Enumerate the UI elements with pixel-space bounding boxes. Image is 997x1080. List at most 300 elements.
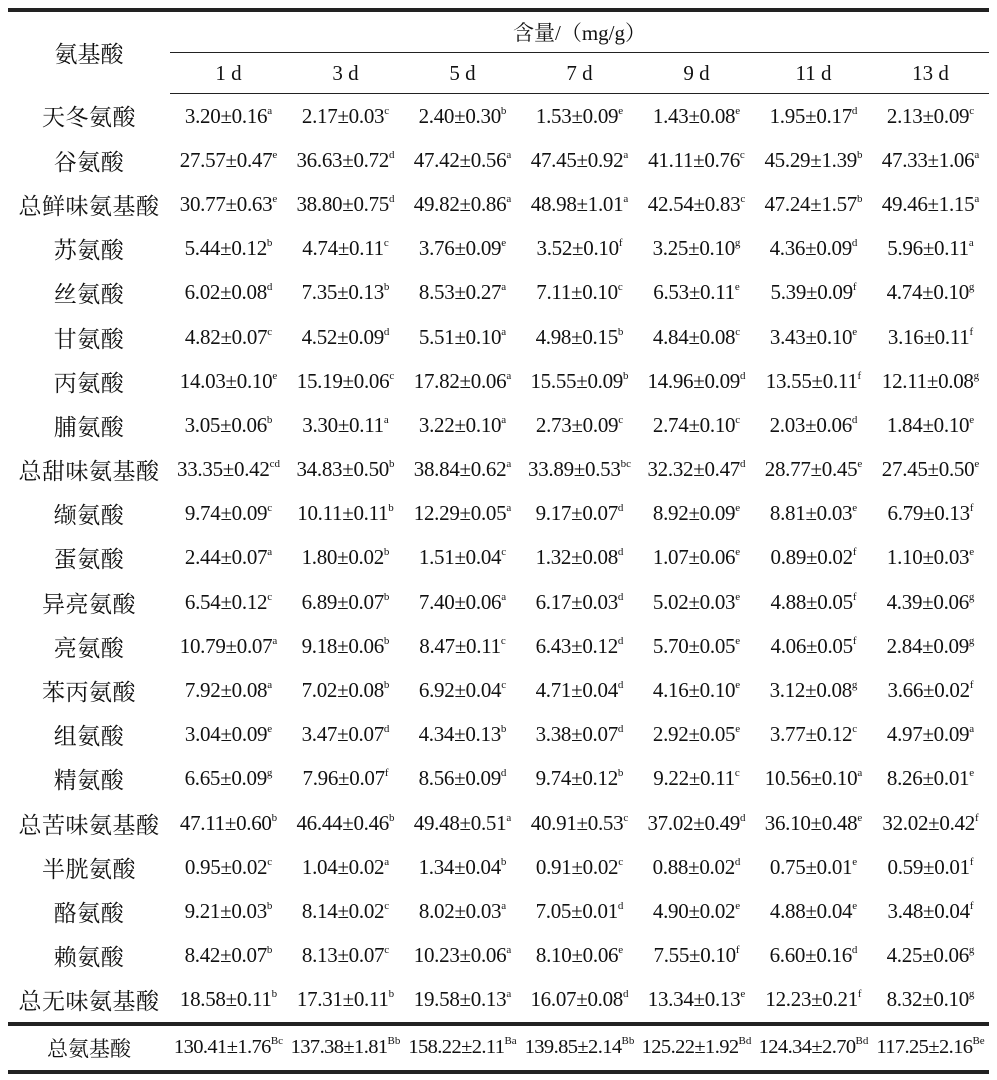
value-cell <box>287 757 404 801</box>
mean-sd-value: 38.84±0.62 <box>413 457 507 482</box>
significance-letter: a <box>968 237 974 250</box>
table-row <box>8 448 989 492</box>
value-cell <box>287 624 404 668</box>
significance-letter: Ba <box>504 1035 517 1048</box>
significance-letter: a <box>623 192 629 205</box>
significance-letter: c <box>267 502 273 515</box>
value-cell <box>872 801 989 845</box>
mean-sd-value: 6.54±0.12 <box>184 589 268 614</box>
table-row <box>8 713 989 757</box>
significance-letter: a <box>506 369 512 382</box>
table-row <box>8 182 989 226</box>
significance-letter: a <box>857 767 863 780</box>
mean-sd-value: 0.75±0.01 <box>769 854 853 879</box>
mean-sd-value: 13.55±0.11 <box>765 368 858 393</box>
value-cell <box>755 536 872 580</box>
amino-acid-name: 总甜味氨基酸 <box>18 459 160 485</box>
value-cell <box>638 580 755 624</box>
mean-sd-value: 137.38±1.81 <box>290 1036 388 1059</box>
significance-letter: d <box>617 899 624 912</box>
value-cell <box>872 536 989 580</box>
table-row <box>8 359 989 403</box>
value-cell <box>170 978 287 1024</box>
mean-sd-value: 47.45±0.92 <box>530 147 624 172</box>
mean-sd-value: 6.43±0.12 <box>535 633 618 658</box>
mean-sd-value: 1.04±0.02 <box>301 854 385 879</box>
mean-sd-value: 1.53±0.09 <box>535 103 619 128</box>
value-cell <box>287 1024 404 1072</box>
significance-letter: c <box>501 679 507 692</box>
value-cell <box>872 403 989 447</box>
day-header: 13 d <box>872 53 989 94</box>
mean-sd-value: 6.17±0.03 <box>535 589 618 614</box>
value-cell <box>404 624 521 668</box>
day-header: 7 d <box>521 53 638 94</box>
value-cell <box>170 757 287 801</box>
mean-sd-value: 4.39±0.06 <box>886 589 969 614</box>
day-header: 1 d <box>170 53 287 94</box>
value-cell <box>287 580 404 624</box>
mean-sd-value: 0.91±0.02 <box>535 854 619 879</box>
significance-letter: e <box>272 369 278 382</box>
significance-letter: f <box>969 502 974 515</box>
mean-sd-value: 7.92±0.08 <box>184 678 268 703</box>
value-cell <box>287 271 404 315</box>
value-cell <box>287 492 404 536</box>
value-cell <box>287 934 404 978</box>
significance-letter: c <box>384 104 390 117</box>
significance-letter: g <box>968 944 975 957</box>
mean-sd-value: 47.42±0.56 <box>413 147 507 172</box>
mean-sd-value: 6.89±0.07 <box>301 589 384 614</box>
value-cell <box>287 403 404 447</box>
table-row <box>8 492 989 536</box>
significance-letter: f <box>852 281 857 294</box>
significance-letter: a <box>623 148 629 161</box>
significance-letter: b <box>500 104 507 117</box>
significance-letter: c <box>618 413 624 426</box>
value-cell <box>170 934 287 978</box>
mean-sd-value: 125.22±1.92 <box>641 1036 739 1059</box>
table-row <box>8 536 989 580</box>
value-cell <box>872 492 989 536</box>
table-row <box>8 580 989 624</box>
value-cell <box>638 227 755 271</box>
amino-acid-column-header: 氨基酸 <box>8 10 170 94</box>
mean-sd-value: 3.52±0.10 <box>536 236 619 261</box>
value-cell <box>872 271 989 315</box>
significance-letter: d <box>851 944 858 957</box>
mean-sd-value: 130.41±1.76 <box>173 1036 271 1059</box>
mean-sd-value: 4.84±0.08 <box>652 324 736 349</box>
mean-sd-value: 9.17±0.07 <box>535 501 618 526</box>
mean-sd-value: 10.11±0.11 <box>297 501 389 526</box>
significance-letter: d <box>617 679 624 692</box>
significance-letter: c <box>623 811 629 824</box>
significance-letter: b <box>383 679 390 692</box>
mean-sd-value: 3.43±0.10 <box>769 324 853 349</box>
significance-letter: a <box>506 148 512 161</box>
significance-letter: a <box>267 104 273 117</box>
mean-sd-value: 10.79±0.07 <box>179 633 273 658</box>
significance-letter: Bb <box>621 1035 635 1048</box>
amino-acid-name: 丝氨酸 <box>53 282 125 308</box>
mean-sd-value: 0.89±0.02 <box>770 545 853 570</box>
significance-letter: d <box>851 104 858 117</box>
value-cell <box>170 359 287 403</box>
significance-letter: Bd <box>855 1035 869 1048</box>
significance-letter: f <box>384 767 389 780</box>
significance-letter: a <box>272 634 278 647</box>
mean-sd-value: 8.10±0.06 <box>535 943 619 968</box>
value-cell <box>404 889 521 933</box>
mean-sd-value: 4.90±0.02 <box>652 898 736 923</box>
significance-letter: d <box>623 988 629 1001</box>
value-cell <box>521 580 638 624</box>
mean-sd-value: 6.02±0.08 <box>184 280 267 305</box>
amino-acid-name: 天冬氨酸 <box>42 105 136 131</box>
amino-acid-name: 苯丙氨酸 <box>42 680 136 706</box>
value-cell <box>638 536 755 580</box>
value-cell <box>287 94 404 139</box>
significance-letter: b <box>266 413 273 426</box>
day-header: 5 d <box>404 53 521 94</box>
mean-sd-value: 17.82±0.06 <box>413 368 507 393</box>
significance-letter: b <box>389 811 395 824</box>
significance-letter: e <box>272 192 278 205</box>
mean-sd-value: 13.34±0.13 <box>647 987 741 1012</box>
value-cell <box>638 492 755 536</box>
significance-letter: g <box>968 634 975 647</box>
significance-letter: b <box>617 767 624 780</box>
value-cell <box>521 668 638 712</box>
mean-sd-value: 4.88±0.04 <box>769 898 853 923</box>
significance-letter: d <box>266 281 273 294</box>
mean-sd-value: 6.92±0.04 <box>418 678 502 703</box>
mean-sd-value: 158.22±2.11 <box>408 1036 505 1059</box>
value-cell <box>287 845 404 889</box>
mean-sd-value: 38.80±0.75 <box>296 191 390 216</box>
significance-letter: Bb <box>387 1035 401 1048</box>
significance-letter: a <box>974 148 980 161</box>
value-cell <box>521 1024 638 1072</box>
significance-letter: e <box>735 590 741 603</box>
total-amino-acid-label: 总氨基酸 <box>8 1024 170 1072</box>
mean-sd-value: 4.52±0.09 <box>301 324 384 349</box>
mean-sd-value: 9.21±0.03 <box>184 898 267 923</box>
significance-letter: c <box>384 944 390 957</box>
value-cell <box>872 757 989 801</box>
significance-letter: g <box>968 590 975 603</box>
significance-letter: e <box>501 237 507 250</box>
significance-letter: f <box>969 325 974 338</box>
table-row <box>8 315 989 359</box>
significance-letter: e <box>272 148 278 161</box>
significance-letter: c <box>617 281 623 294</box>
value-cell <box>755 624 872 668</box>
value-cell <box>521 801 638 845</box>
amino-acid-name: 缬氨酸 <box>53 503 125 529</box>
mean-sd-value: 12.23±0.21 <box>765 987 858 1012</box>
value-cell <box>170 448 287 492</box>
day-header: 11 d <box>755 53 872 94</box>
amino-acid-name: 精氨酸 <box>53 768 125 794</box>
mean-sd-value: 15.19±0.06 <box>296 368 390 393</box>
value-cell <box>638 182 755 226</box>
mean-sd-value: 2.92±0.05 <box>652 722 736 747</box>
value-cell <box>872 889 989 933</box>
value-cell <box>521 713 638 757</box>
value-cell <box>170 227 287 271</box>
value-cell <box>872 359 989 403</box>
mean-sd-value: 7.11±0.10 <box>536 280 618 305</box>
value-cell <box>755 1024 872 1072</box>
value-cell <box>872 1024 989 1072</box>
significance-letter: a <box>506 811 512 824</box>
significance-letter: e <box>735 104 741 117</box>
significance-letter: b <box>383 546 390 559</box>
significance-letter: b <box>383 590 390 603</box>
value-cell <box>521 271 638 315</box>
mean-sd-value: 2.44±0.07 <box>184 545 268 570</box>
mean-sd-value: 8.02±0.03 <box>418 898 502 923</box>
mean-sd-value: 40.91±0.53 <box>530 810 624 835</box>
value-cell <box>638 138 755 182</box>
significance-letter: Be <box>972 1035 985 1048</box>
mean-sd-value: 8.42±0.07 <box>184 943 267 968</box>
significance-letter: a <box>267 679 273 692</box>
significance-letter: e <box>974 458 980 471</box>
day-header: 9 d <box>638 53 755 94</box>
table-row <box>8 889 989 933</box>
value-cell <box>170 1024 287 1072</box>
value-cell <box>404 448 521 492</box>
value-cell <box>872 978 989 1024</box>
value-cell <box>521 315 638 359</box>
value-cell <box>404 182 521 226</box>
mean-sd-value: 8.53±0.27 <box>418 280 502 305</box>
mean-sd-value: 9.74±0.12 <box>535 766 618 791</box>
value-cell <box>287 536 404 580</box>
mean-sd-value: 8.32±0.10 <box>886 987 969 1012</box>
amino-acid-name: 丙氨酸 <box>53 370 125 396</box>
mean-sd-value: 27.45±0.50 <box>881 457 975 482</box>
mean-sd-value: 1.32±0.08 <box>535 545 618 570</box>
mean-sd-value: 47.11±0.60 <box>179 810 272 835</box>
mean-sd-value: 4.06±0.05 <box>770 633 853 658</box>
significance-letter: c <box>969 104 975 117</box>
amino-acid-name: 甘氨酸 <box>53 326 125 352</box>
significance-letter: e <box>735 679 741 692</box>
significance-letter: e <box>734 281 740 294</box>
mean-sd-value: 2.40±0.30 <box>418 103 501 128</box>
table-row <box>8 934 989 978</box>
amino-acid-name: 苏氨酸 <box>53 238 125 264</box>
significance-letter: Bc <box>270 1035 284 1048</box>
mean-sd-value: 5.02±0.03 <box>652 589 736 614</box>
significance-letter: c <box>735 413 741 426</box>
significance-letter: a <box>974 192 980 205</box>
value-cell <box>404 845 521 889</box>
value-cell <box>638 668 755 712</box>
significance-letter: f <box>852 590 857 603</box>
significance-letter: c <box>384 899 390 912</box>
mean-sd-value: 47.33±1.06 <box>881 147 975 172</box>
significance-letter: a <box>267 546 273 559</box>
significance-letter: c <box>383 237 389 250</box>
amino-acid-name: 亮氨酸 <box>53 635 125 661</box>
significance-letter: a <box>501 413 507 426</box>
amino-acid-name: 谷氨酸 <box>53 149 125 175</box>
mean-sd-value: 1.51±0.04 <box>418 545 502 570</box>
mean-sd-value: 3.25±0.10 <box>652 236 735 261</box>
mean-sd-value: 3.04±0.09 <box>184 722 268 747</box>
amino-acid-name: 总鲜味氨基酸 <box>18 193 160 219</box>
value-cell <box>404 713 521 757</box>
mean-sd-value: 0.59±0.01 <box>887 854 970 879</box>
significance-letter: e <box>740 988 746 1001</box>
mean-sd-value: 8.14±0.02 <box>301 898 385 923</box>
significance-letter: e <box>969 767 975 780</box>
mean-sd-value: 34.83±0.50 <box>296 457 390 482</box>
value-cell <box>521 182 638 226</box>
significance-letter: b <box>388 988 395 1001</box>
mean-sd-value: 15.55±0.09 <box>530 368 624 393</box>
value-cell <box>638 403 755 447</box>
mean-sd-value: 33.35±0.42 <box>177 457 270 482</box>
significance-letter: a <box>506 458 512 471</box>
mean-sd-value: 5.44±0.12 <box>184 236 267 261</box>
mean-sd-value: 14.03±0.10 <box>179 368 273 393</box>
value-cell <box>170 801 287 845</box>
value-cell <box>521 403 638 447</box>
table-row <box>8 138 989 182</box>
significance-letter: f <box>969 899 974 912</box>
significance-letter: a <box>969 723 975 736</box>
value-cell <box>404 580 521 624</box>
significance-letter: c <box>734 767 740 780</box>
mean-sd-value: 124.34±2.70 <box>758 1036 856 1059</box>
mean-sd-value: 9.18±0.06 <box>301 633 384 658</box>
mean-sd-value: 2.84±0.09 <box>886 633 969 658</box>
mean-sd-value: 17.31±0.11 <box>296 987 389 1012</box>
significance-letter: d <box>740 369 746 382</box>
mean-sd-value: 30.77±0.63 <box>179 191 273 216</box>
value-cell <box>755 580 872 624</box>
mean-sd-value: 49.48±0.51 <box>413 810 507 835</box>
mean-sd-value: 37.02±0.49 <box>647 810 741 835</box>
mean-sd-value: 2.03±0.06 <box>769 412 852 437</box>
significance-letter: f <box>852 634 857 647</box>
mean-sd-value: 3.20±0.16 <box>184 103 268 128</box>
value-cell <box>170 403 287 447</box>
mean-sd-value: 8.13±0.07 <box>301 943 385 968</box>
value-cell <box>755 271 872 315</box>
table-row <box>8 757 989 801</box>
mean-sd-value: 7.40±0.06 <box>418 589 502 614</box>
value-cell <box>872 845 989 889</box>
significance-letter: b <box>388 502 394 515</box>
value-cell <box>638 978 755 1024</box>
value-cell <box>755 227 872 271</box>
significance-letter: d <box>383 325 390 338</box>
value-cell <box>170 713 287 757</box>
value-cell <box>521 934 638 978</box>
value-cell <box>872 580 989 624</box>
value-cell <box>755 934 872 978</box>
significance-letter: b <box>266 899 273 912</box>
significance-letter: a <box>506 944 512 957</box>
table-row <box>8 845 989 889</box>
value-cell <box>872 448 989 492</box>
value-cell <box>638 713 755 757</box>
significance-letter: c <box>852 723 858 736</box>
value-cell <box>404 978 521 1024</box>
mean-sd-value: 16.07±0.08 <box>530 987 624 1012</box>
significance-letter: c <box>618 855 624 868</box>
amino-acid-name: 蛋氨酸 <box>53 547 125 573</box>
value-cell <box>755 978 872 1024</box>
value-cell <box>638 359 755 403</box>
significance-letter: b <box>857 192 863 205</box>
mean-sd-value: 8.56±0.09 <box>418 766 501 791</box>
mean-sd-value: 2.17±0.03 <box>301 103 385 128</box>
significance-letter: c <box>501 546 507 559</box>
mean-sd-value: 3.77±0.12 <box>769 722 853 747</box>
value-cell <box>170 492 287 536</box>
amino-acid-table-container <box>8 8 989 1074</box>
significance-letter: a <box>384 855 390 868</box>
value-cell <box>521 492 638 536</box>
significance-letter: c <box>267 855 273 868</box>
significance-letter: c <box>739 148 745 161</box>
significance-letter: d <box>617 590 624 603</box>
value-cell <box>404 1024 521 1072</box>
significance-letter: e <box>735 502 741 515</box>
mean-sd-value: 8.47±0.11 <box>419 633 501 658</box>
mean-sd-value: 3.48±0.04 <box>887 898 970 923</box>
significance-letter: Bd <box>738 1035 752 1048</box>
value-cell <box>287 227 404 271</box>
mean-sd-value: 3.12±0.08 <box>769 678 852 703</box>
value-cell <box>287 315 404 359</box>
significance-letter: a <box>501 325 507 338</box>
value-cell <box>872 94 989 139</box>
value-cell <box>404 801 521 845</box>
mean-sd-value: 3.05±0.06 <box>184 412 267 437</box>
significance-letter: f <box>735 944 740 957</box>
mean-sd-value: 3.38±0.07 <box>535 722 618 747</box>
mean-sd-value: 5.51±0.10 <box>418 324 502 349</box>
significance-letter: e <box>852 502 858 515</box>
mean-sd-value: 4.74±0.10 <box>886 280 969 305</box>
mean-sd-value: 3.47±0.07 <box>301 722 384 747</box>
mean-sd-value: 7.55±0.10 <box>653 943 736 968</box>
value-cell <box>521 624 638 668</box>
amino-acid-name: 总无味氨基酸 <box>18 989 160 1015</box>
significance-letter: a <box>501 281 507 294</box>
mean-sd-value: 4.71±0.04 <box>535 678 618 703</box>
mean-sd-value: 46.44±0.46 <box>296 810 390 835</box>
mean-sd-value: 32.32±0.47 <box>647 457 741 482</box>
mean-sd-value: 28.77±0.45 <box>764 457 858 482</box>
mean-sd-value: 49.82±0.86 <box>413 191 507 216</box>
value-cell <box>521 94 638 139</box>
mean-sd-value: 6.53±0.11 <box>653 280 735 305</box>
significance-letter: d <box>851 237 858 250</box>
significance-letter: e <box>857 458 863 471</box>
significance-letter: d <box>500 767 507 780</box>
